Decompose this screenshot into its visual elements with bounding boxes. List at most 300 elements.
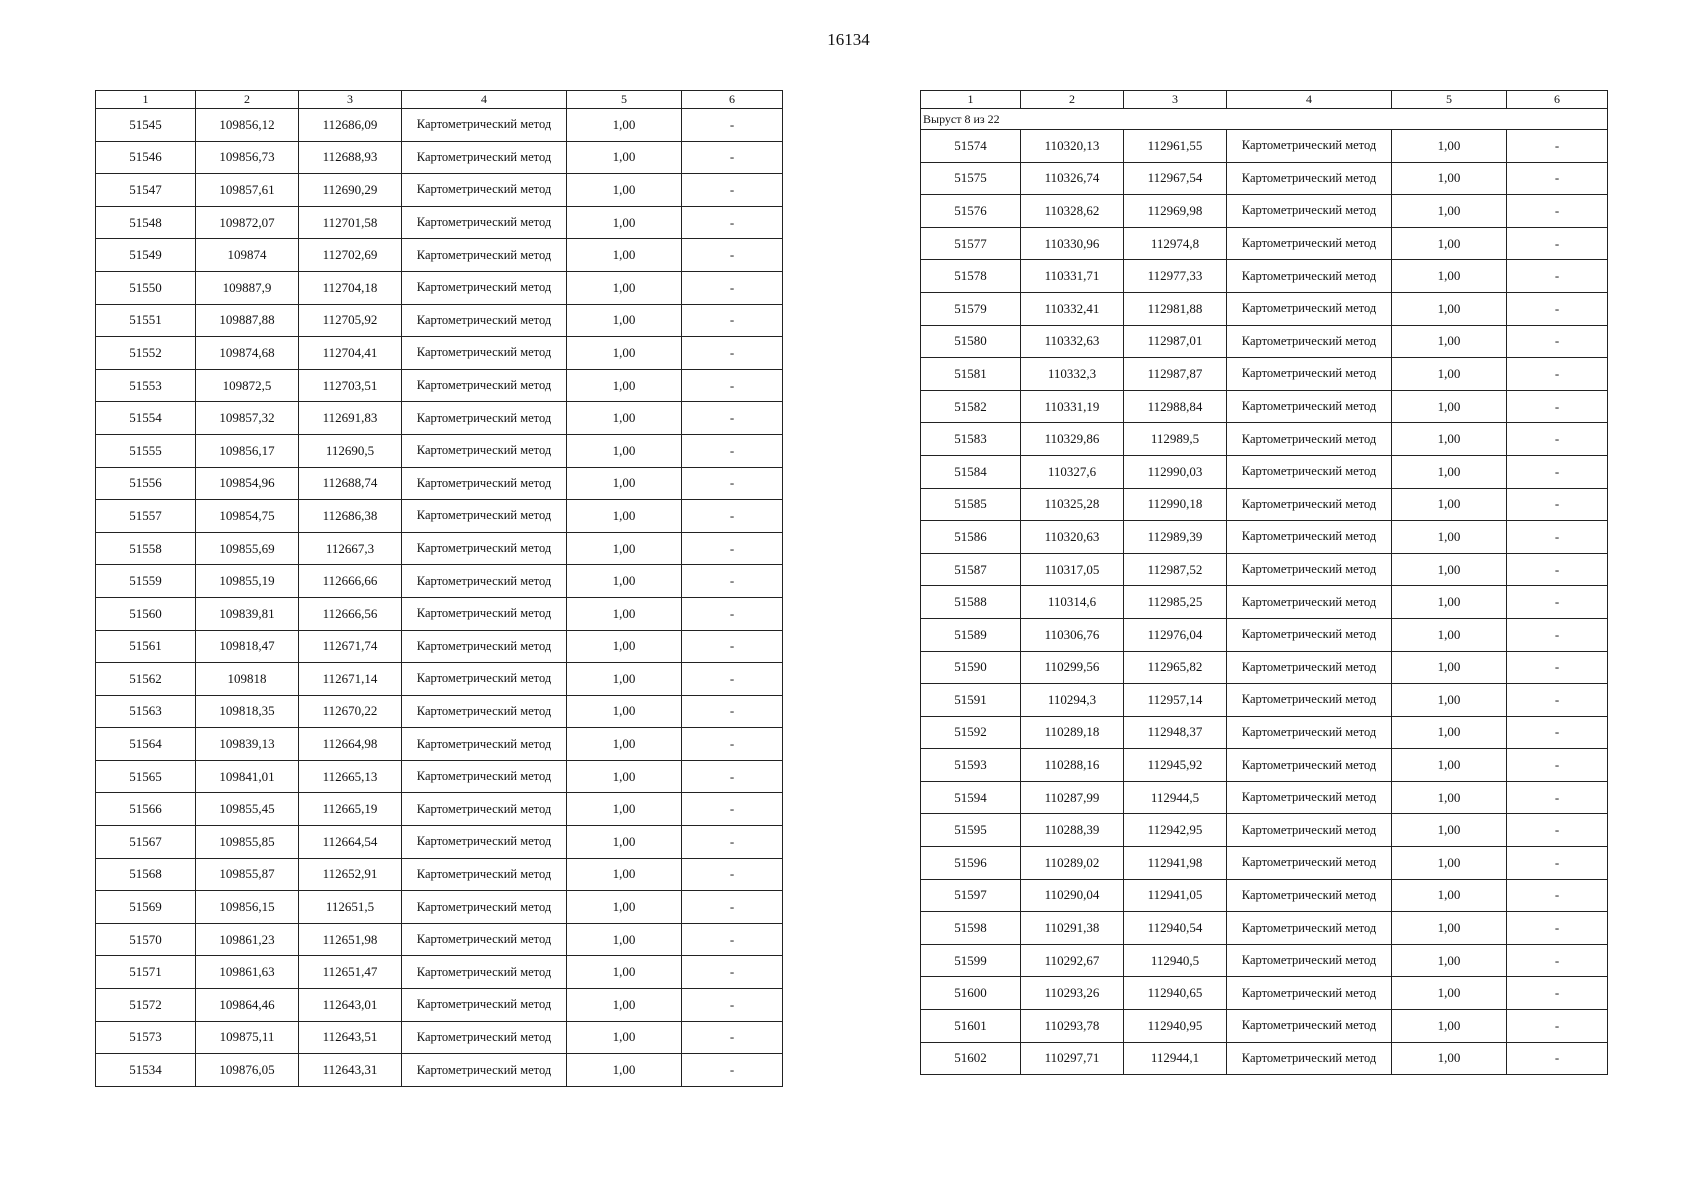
description-cell: -	[682, 565, 783, 598]
point-number-cell: 51596	[921, 847, 1021, 880]
table-row	[921, 423, 1608, 456]
y-coordinate-cell: 112666,66	[299, 565, 402, 598]
x-coordinate-cell: 110288,16	[1021, 749, 1124, 782]
description-cell: -	[682, 923, 783, 956]
description-cell: -	[1507, 651, 1608, 684]
table-row	[921, 260, 1608, 293]
description-cell: -	[682, 500, 783, 533]
y-coordinate-cell: 112670,22	[299, 695, 402, 728]
point-number-cell: 51561	[96, 630, 196, 663]
y-coordinate-cell: 112988,84	[1124, 390, 1227, 423]
description-cell: -	[1507, 227, 1608, 260]
accuracy-cell: 1,00	[567, 728, 682, 761]
accuracy-cell: 1,00	[1392, 944, 1507, 977]
page-number: 16134	[827, 30, 870, 49]
description-cell: -	[1507, 749, 1608, 782]
y-coordinate-cell: 112944,5	[1124, 781, 1227, 814]
column-header: 2	[196, 91, 299, 109]
method-cell: Картометрический метод	[1227, 814, 1392, 847]
table-row	[921, 651, 1608, 684]
description-cell: -	[1507, 781, 1608, 814]
point-number-cell: 51584	[921, 455, 1021, 488]
point-number-cell: 51572	[96, 989, 196, 1022]
method-cell: Картометрический метод	[402, 500, 567, 533]
table-row	[921, 325, 1608, 358]
x-coordinate-cell: 110306,76	[1021, 618, 1124, 651]
y-coordinate-cell: 112651,47	[299, 956, 402, 989]
y-coordinate-cell: 112671,14	[299, 663, 402, 696]
description-cell: -	[682, 337, 783, 370]
x-coordinate-cell: 110297,71	[1021, 1042, 1124, 1075]
x-coordinate-cell: 109861,23	[196, 923, 299, 956]
method-cell: Картометрический метод	[402, 760, 567, 793]
accuracy-cell: 1,00	[567, 271, 682, 304]
method-cell: Картометрический метод	[1227, 358, 1392, 391]
column-header: 4	[402, 91, 567, 109]
accuracy-cell: 1,00	[567, 500, 682, 533]
x-coordinate-cell: 109854,96	[196, 467, 299, 500]
x-coordinate-cell: 109887,88	[196, 304, 299, 337]
x-coordinate-cell: 110331,19	[1021, 390, 1124, 423]
column-header: 2	[1021, 91, 1124, 109]
table-row	[96, 956, 783, 989]
point-number-cell: 51563	[96, 695, 196, 728]
column-header: 5	[567, 91, 682, 109]
description-cell: -	[682, 1054, 783, 1087]
method-cell: Картометрический метод	[1227, 553, 1392, 586]
accuracy-cell: 1,00	[1392, 618, 1507, 651]
table-row	[96, 304, 783, 337]
x-coordinate-cell: 110294,3	[1021, 684, 1124, 717]
table-row	[96, 174, 783, 207]
method-cell: Картометрический метод	[402, 1021, 567, 1054]
x-coordinate-cell: 109854,75	[196, 500, 299, 533]
description-cell: -	[1507, 423, 1608, 456]
method-cell: Картометрический метод	[402, 989, 567, 1022]
accuracy-cell: 1,00	[567, 532, 682, 565]
table-row	[96, 402, 783, 435]
method-cell: Картометрический метод	[402, 923, 567, 956]
table-row	[96, 500, 783, 533]
y-coordinate-cell: 112987,01	[1124, 325, 1227, 358]
accuracy-cell: 1,00	[1392, 423, 1507, 456]
point-number-cell: 51583	[921, 423, 1021, 456]
accuracy-cell: 1,00	[567, 630, 682, 663]
description-cell: -	[1507, 488, 1608, 521]
description-cell: -	[682, 109, 783, 142]
x-coordinate-cell: 109856,15	[196, 891, 299, 924]
accuracy-cell: 1,00	[1392, 227, 1507, 260]
accuracy-cell: 1,00	[1392, 977, 1507, 1010]
accuracy-cell: 1,00	[567, 760, 682, 793]
y-coordinate-cell: 112691,83	[299, 402, 402, 435]
x-coordinate-cell: 110329,86	[1021, 423, 1124, 456]
description-cell: -	[1507, 260, 1608, 293]
description-cell: -	[1507, 814, 1608, 847]
x-coordinate-cell: 110292,67	[1021, 944, 1124, 977]
method-cell: Картометрический метод	[402, 826, 567, 859]
accuracy-cell: 1,00	[1392, 651, 1507, 684]
point-number-cell: 51569	[96, 891, 196, 924]
point-number-cell: 51570	[96, 923, 196, 956]
y-coordinate-cell: 112665,19	[299, 793, 402, 826]
description-cell: -	[682, 760, 783, 793]
accuracy-cell: 1,00	[1392, 749, 1507, 782]
accuracy-cell: 1,00	[567, 565, 682, 598]
table-row	[921, 684, 1608, 717]
header-row	[921, 91, 1608, 109]
y-coordinate-cell: 112703,51	[299, 369, 402, 402]
y-coordinate-cell: 112941,05	[1124, 879, 1227, 912]
x-coordinate-cell: 109856,73	[196, 141, 299, 174]
table-row	[921, 553, 1608, 586]
method-cell: Картометрический метод	[1227, 260, 1392, 293]
table-row	[921, 292, 1608, 325]
x-coordinate-cell: 109855,85	[196, 826, 299, 859]
table-row	[96, 109, 783, 142]
y-coordinate-cell: 112704,18	[299, 271, 402, 304]
accuracy-cell: 1,00	[567, 239, 682, 272]
y-coordinate-cell: 112664,98	[299, 728, 402, 761]
y-coordinate-cell: 112990,03	[1124, 455, 1227, 488]
point-number-cell: 51547	[96, 174, 196, 207]
point-number-cell: 51595	[921, 814, 1021, 847]
y-coordinate-cell: 112702,69	[299, 239, 402, 272]
table-row	[921, 227, 1608, 260]
method-cell: Картометрический метод	[402, 728, 567, 761]
point-number-cell: 51579	[921, 292, 1021, 325]
y-coordinate-cell: 112667,3	[299, 532, 402, 565]
x-coordinate-cell: 109874	[196, 239, 299, 272]
y-coordinate-cell: 112688,74	[299, 467, 402, 500]
x-coordinate-cell: 109856,17	[196, 434, 299, 467]
point-number-cell: 51548	[96, 206, 196, 239]
column-header: 4	[1227, 91, 1392, 109]
table-row	[96, 630, 783, 663]
method-cell: Картометрический метод	[1227, 162, 1392, 195]
y-coordinate-cell: 112643,51	[299, 1021, 402, 1054]
x-coordinate-cell: 110332,63	[1021, 325, 1124, 358]
x-coordinate-cell: 110289,02	[1021, 847, 1124, 880]
accuracy-cell: 1,00	[1392, 455, 1507, 488]
accuracy-cell: 1,00	[1392, 325, 1507, 358]
coordinates-table-right	[920, 90, 1608, 1075]
method-cell: Картометрический метод	[1227, 455, 1392, 488]
description-cell: -	[682, 826, 783, 859]
table-row	[96, 858, 783, 891]
method-cell: Картометрический метод	[402, 532, 567, 565]
x-coordinate-cell: 110327,6	[1021, 455, 1124, 488]
x-coordinate-cell: 109855,69	[196, 532, 299, 565]
x-coordinate-cell: 110328,62	[1021, 195, 1124, 228]
accuracy-cell: 1,00	[1392, 586, 1507, 619]
accuracy-cell: 1,00	[567, 793, 682, 826]
accuracy-cell: 1,00	[567, 402, 682, 435]
point-number-cell: 51552	[96, 337, 196, 370]
accuracy-cell: 1,00	[1392, 358, 1507, 391]
method-cell: Картометрический метод	[1227, 292, 1392, 325]
method-cell: Картометрический метод	[1227, 912, 1392, 945]
accuracy-cell: 1,00	[1392, 684, 1507, 717]
y-coordinate-cell: 112664,54	[299, 826, 402, 859]
accuracy-cell: 1,00	[567, 369, 682, 402]
point-number-cell: 51562	[96, 663, 196, 696]
y-coordinate-cell: 112643,01	[299, 989, 402, 1022]
x-coordinate-cell: 109818	[196, 663, 299, 696]
method-cell: Картометрический метод	[402, 956, 567, 989]
description-cell: -	[1507, 586, 1608, 619]
x-coordinate-cell: 110314,6	[1021, 586, 1124, 619]
x-coordinate-cell: 109855,87	[196, 858, 299, 891]
x-coordinate-cell: 109818,35	[196, 695, 299, 728]
y-coordinate-cell: 112686,09	[299, 109, 402, 142]
point-number-cell: 51566	[96, 793, 196, 826]
table-row	[96, 793, 783, 826]
method-cell: Картометрический метод	[402, 109, 567, 142]
description-cell: -	[1507, 521, 1608, 554]
table-row	[96, 532, 783, 565]
x-coordinate-cell: 110299,56	[1021, 651, 1124, 684]
x-coordinate-cell: 109839,81	[196, 597, 299, 630]
accuracy-cell: 1,00	[567, 434, 682, 467]
table-row	[96, 337, 783, 370]
point-number-cell: 51577	[921, 227, 1021, 260]
description-cell: -	[1507, 1010, 1608, 1043]
method-cell: Картометрический метод	[1227, 684, 1392, 717]
point-number-cell: 51534	[96, 1054, 196, 1087]
x-coordinate-cell: 110317,05	[1021, 553, 1124, 586]
method-cell: Картометрический метод	[1227, 944, 1392, 977]
accuracy-cell: 1,00	[1392, 162, 1507, 195]
table-row	[96, 728, 783, 761]
point-number-cell: 51580	[921, 325, 1021, 358]
point-number-cell: 51589	[921, 618, 1021, 651]
table-row	[96, 467, 783, 500]
y-coordinate-cell: 112985,25	[1124, 586, 1227, 619]
accuracy-cell: 1,00	[567, 467, 682, 500]
point-number-cell: 51592	[921, 716, 1021, 749]
table-row	[96, 434, 783, 467]
accuracy-cell: 1,00	[1392, 260, 1507, 293]
x-coordinate-cell: 109841,01	[196, 760, 299, 793]
method-cell: Картометрический метод	[402, 1054, 567, 1087]
table-row	[921, 130, 1608, 163]
table-row	[96, 239, 783, 272]
description-cell: -	[1507, 912, 1608, 945]
table-row	[921, 618, 1608, 651]
table-row	[921, 814, 1608, 847]
accuracy-cell: 1,00	[1392, 130, 1507, 163]
description-cell: -	[682, 467, 783, 500]
accuracy-cell: 1,00	[567, 337, 682, 370]
point-number-cell: 51574	[921, 130, 1021, 163]
accuracy-cell: 1,00	[567, 174, 682, 207]
subheader-row	[921, 109, 1608, 130]
point-number-cell: 51601	[921, 1010, 1021, 1043]
table-row	[921, 977, 1608, 1010]
method-cell: Картометрический метод	[402, 565, 567, 598]
description-cell: -	[682, 663, 783, 696]
description-cell: -	[682, 402, 783, 435]
point-number-cell: 51588	[921, 586, 1021, 619]
method-cell: Картометрический метод	[1227, 716, 1392, 749]
y-coordinate-cell: 112940,95	[1124, 1010, 1227, 1043]
x-coordinate-cell: 109857,61	[196, 174, 299, 207]
y-coordinate-cell: 112977,33	[1124, 260, 1227, 293]
point-number-cell: 51567	[96, 826, 196, 859]
method-cell: Картометрический метод	[402, 304, 567, 337]
table-row	[96, 369, 783, 402]
table-row	[921, 358, 1608, 391]
method-cell: Картометрический метод	[402, 630, 567, 663]
y-coordinate-cell: 112945,92	[1124, 749, 1227, 782]
accuracy-cell: 1,00	[567, 1054, 682, 1087]
point-number-cell: 51585	[921, 488, 1021, 521]
description-cell: -	[1507, 390, 1608, 423]
x-coordinate-cell: 110290,04	[1021, 879, 1124, 912]
table-row	[921, 195, 1608, 228]
description-cell: -	[682, 956, 783, 989]
table-row	[921, 847, 1608, 880]
accuracy-cell: 1,00	[1392, 1042, 1507, 1075]
table-row	[921, 781, 1608, 814]
method-cell: Картометрический метод	[1227, 521, 1392, 554]
point-number-cell: 51571	[96, 956, 196, 989]
point-number-cell: 51559	[96, 565, 196, 598]
accuracy-cell: 1,00	[1392, 292, 1507, 325]
description-cell: -	[682, 793, 783, 826]
description-cell: -	[1507, 847, 1608, 880]
point-number-cell: 51545	[96, 109, 196, 142]
method-cell: Картометрический метод	[1227, 879, 1392, 912]
point-number-cell: 51581	[921, 358, 1021, 391]
table-row	[921, 944, 1608, 977]
method-cell: Картометрический метод	[1227, 325, 1392, 358]
column-header: 3	[1124, 91, 1227, 109]
table-row	[96, 760, 783, 793]
subheader-cell: Выруст 8 из 22	[921, 109, 1608, 130]
method-cell: Картометрический метод	[1227, 423, 1392, 456]
x-coordinate-cell: 109839,13	[196, 728, 299, 761]
table-row	[96, 565, 783, 598]
point-number-cell: 51557	[96, 500, 196, 533]
y-coordinate-cell: 112942,95	[1124, 814, 1227, 847]
table-row	[921, 455, 1608, 488]
description-cell: -	[1507, 1042, 1608, 1075]
point-number-cell: 51586	[921, 521, 1021, 554]
point-number-cell: 51600	[921, 977, 1021, 1010]
y-coordinate-cell: 112690,5	[299, 434, 402, 467]
description-cell: -	[682, 174, 783, 207]
method-cell: Картометрический метод	[402, 206, 567, 239]
accuracy-cell: 1,00	[1392, 814, 1507, 847]
description-cell: -	[1507, 977, 1608, 1010]
description-cell: -	[1507, 358, 1608, 391]
description-cell: -	[1507, 130, 1608, 163]
method-cell: Картометрический метод	[1227, 130, 1392, 163]
table-row	[96, 826, 783, 859]
method-cell: Картометрический метод	[1227, 1010, 1392, 1043]
x-coordinate-cell: 109872,5	[196, 369, 299, 402]
y-coordinate-cell: 112686,38	[299, 500, 402, 533]
y-coordinate-cell: 112948,37	[1124, 716, 1227, 749]
x-coordinate-cell: 110289,18	[1021, 716, 1124, 749]
method-cell: Картометрический метод	[1227, 651, 1392, 684]
x-coordinate-cell: 110320,13	[1021, 130, 1124, 163]
table-row	[96, 141, 783, 174]
y-coordinate-cell: 112974,8	[1124, 227, 1227, 260]
description-cell: -	[1507, 879, 1608, 912]
y-coordinate-cell: 112989,39	[1124, 521, 1227, 554]
point-number-cell: 51556	[96, 467, 196, 500]
accuracy-cell: 1,00	[567, 141, 682, 174]
header-row	[96, 91, 783, 109]
table-row	[921, 1010, 1608, 1043]
accuracy-cell: 1,00	[1392, 553, 1507, 586]
coordinates-table-left	[95, 90, 783, 1087]
accuracy-cell: 1,00	[1392, 912, 1507, 945]
description-cell: -	[682, 304, 783, 337]
accuracy-cell: 1,00	[567, 304, 682, 337]
column-header: 1	[921, 91, 1021, 109]
x-coordinate-cell: 110331,71	[1021, 260, 1124, 293]
x-coordinate-cell: 110325,28	[1021, 488, 1124, 521]
point-number-cell: 51576	[921, 195, 1021, 228]
method-cell: Картометрический метод	[402, 434, 567, 467]
description-cell: -	[682, 858, 783, 891]
point-number-cell: 51551	[96, 304, 196, 337]
method-cell: Картометрический метод	[1227, 749, 1392, 782]
accuracy-cell: 1,00	[1392, 781, 1507, 814]
description-cell: -	[682, 141, 783, 174]
accuracy-cell: 1,00	[1392, 716, 1507, 749]
point-number-cell: 51553	[96, 369, 196, 402]
y-coordinate-cell: 112967,54	[1124, 162, 1227, 195]
point-number-cell: 51578	[921, 260, 1021, 293]
description-cell: -	[1507, 455, 1608, 488]
point-number-cell: 51594	[921, 781, 1021, 814]
method-cell: Картометрический метод	[402, 891, 567, 924]
y-coordinate-cell: 112688,93	[299, 141, 402, 174]
y-coordinate-cell: 112666,56	[299, 597, 402, 630]
table-row	[96, 989, 783, 1022]
point-number-cell: 51550	[96, 271, 196, 304]
table-row	[96, 1054, 783, 1087]
method-cell: Картометрический метод	[402, 174, 567, 207]
accuracy-cell: 1,00	[567, 956, 682, 989]
table-row	[921, 1042, 1608, 1075]
x-coordinate-cell: 109874,68	[196, 337, 299, 370]
method-cell: Картометрический метод	[402, 793, 567, 826]
x-coordinate-cell: 109857,32	[196, 402, 299, 435]
point-number-cell: 51575	[921, 162, 1021, 195]
point-number-cell: 51564	[96, 728, 196, 761]
x-coordinate-cell: 110330,96	[1021, 227, 1124, 260]
accuracy-cell: 1,00	[567, 206, 682, 239]
y-coordinate-cell: 112957,14	[1124, 684, 1227, 717]
method-cell: Картометрический метод	[1227, 390, 1392, 423]
y-coordinate-cell: 112671,74	[299, 630, 402, 663]
point-number-cell: 51549	[96, 239, 196, 272]
method-cell: Картометрический метод	[402, 858, 567, 891]
y-coordinate-cell: 112665,13	[299, 760, 402, 793]
table-row	[921, 912, 1608, 945]
table-row	[921, 521, 1608, 554]
y-coordinate-cell: 112981,88	[1124, 292, 1227, 325]
accuracy-cell: 1,00	[1392, 521, 1507, 554]
accuracy-cell: 1,00	[1392, 847, 1507, 880]
method-cell: Картометрический метод	[402, 337, 567, 370]
